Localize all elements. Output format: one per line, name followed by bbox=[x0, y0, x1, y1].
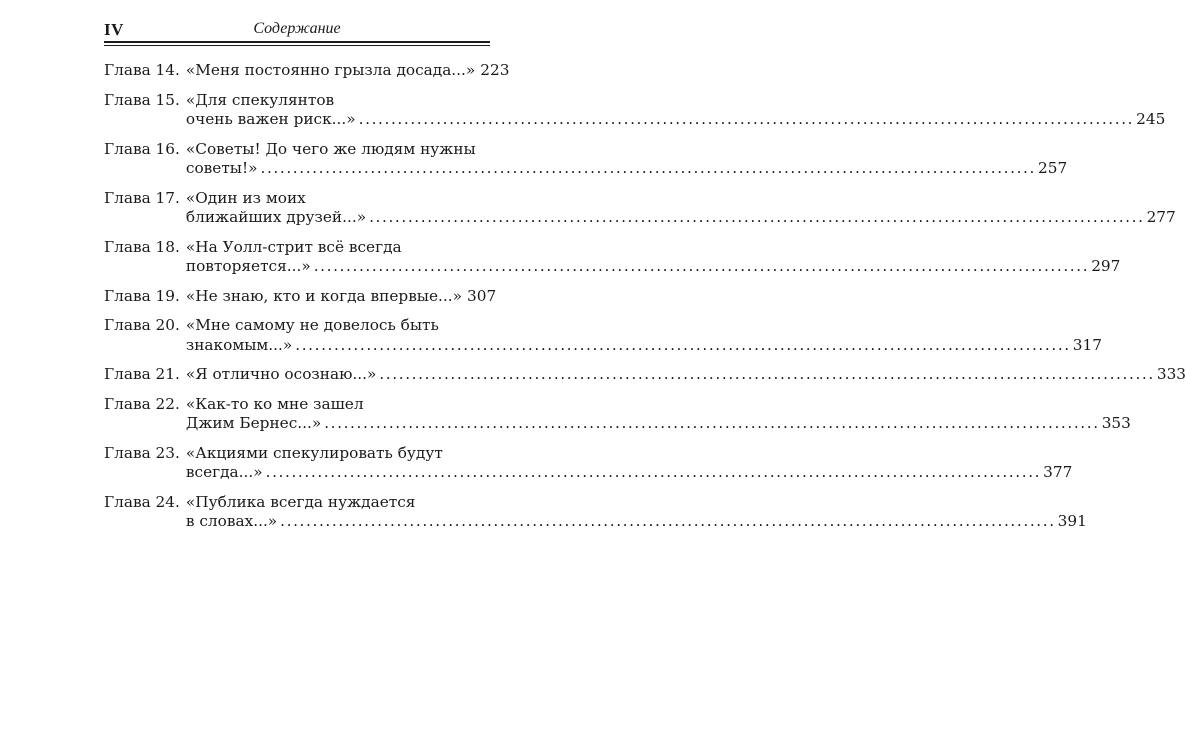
chapter-title-line: «Публика всегда нуждается bbox=[185, 492, 416, 511]
chapter-title bbox=[185, 139, 1068, 179]
toc-entry bbox=[104, 61, 510, 81]
chapter-title-text: очень важен риск...» bbox=[185, 110, 356, 128]
chapter-label: Глава 16. bbox=[104, 139, 180, 158]
toc-entry bbox=[104, 443, 1073, 483]
chapter-title-last-line bbox=[185, 512, 1087, 532]
page-ref: 333 bbox=[1156, 365, 1186, 383]
chapter-label: Глава 22. bbox=[104, 394, 180, 413]
chapter-title-text: знакомым...» bbox=[185, 335, 293, 354]
page-ref: 297 bbox=[1091, 257, 1121, 275]
table-of-contents bbox=[104, 61, 1186, 542]
chapter-title-last-line bbox=[185, 286, 497, 307]
chapter-title bbox=[185, 237, 1121, 277]
chapter-title bbox=[185, 188, 1176, 228]
chapter-label: Глава 18. bbox=[104, 237, 180, 256]
chapter-title bbox=[185, 394, 1131, 434]
page-ref: 377 bbox=[1043, 463, 1073, 481]
chapter-title-line: «Акциями спекулировать будут bbox=[185, 443, 443, 462]
chapter-title-last-line bbox=[185, 110, 1166, 130]
chapter-title-text: «Я отлично осознаю...» bbox=[185, 365, 377, 383]
chapter-label: Глава 24. bbox=[104, 492, 180, 511]
chapter-title-last-line bbox=[185, 463, 1073, 483]
chapter-title bbox=[185, 90, 1166, 130]
chapter-title-text: в словах...» bbox=[185, 512, 278, 530]
page-ref: 317 bbox=[1072, 335, 1102, 354]
dot-leader: ........................................................................................................................ bbox=[280, 512, 1056, 530]
dot-leader: ........................................................................................................................ bbox=[313, 257, 1090, 275]
page-ref: 391 bbox=[1057, 512, 1087, 530]
dot-leader: ........................................................................................................................ bbox=[369, 208, 1145, 226]
chapter-title-line: «Мне самому не довелось быть bbox=[185, 316, 439, 334]
chapter-title bbox=[185, 365, 1186, 385]
running-header bbox=[104, 20, 490, 42]
chapter-title-text: ближайших друзей...» bbox=[185, 208, 367, 226]
chapter-label: Глава 23. bbox=[104, 443, 180, 462]
dot-leader: ........................................................................................................................ bbox=[358, 110, 1135, 128]
chapter-title-line: «Для спекулянтов bbox=[185, 90, 335, 109]
header-rule-thin bbox=[104, 45, 490, 46]
chapter-title-last-line bbox=[185, 414, 1131, 434]
chapter-title-text: «Меня постоянно грызла досада...» bbox=[185, 61, 476, 79]
chapter-title-last-line bbox=[185, 61, 510, 81]
page-ref: 307 bbox=[466, 286, 497, 305]
toc-entry bbox=[104, 90, 1166, 130]
toc-entry bbox=[104, 237, 1121, 277]
page-ref: 257 bbox=[1037, 159, 1068, 177]
chapter-title bbox=[185, 492, 1087, 532]
chapter-title bbox=[185, 316, 1102, 355]
page-ref: 353 bbox=[1101, 414, 1131, 432]
header-rule-thick bbox=[104, 41, 490, 43]
chapter-title-text: всегда...» bbox=[185, 463, 263, 481]
chapter-title-last-line bbox=[185, 335, 1102, 356]
page-ref: 245 bbox=[1136, 110, 1166, 128]
chapter-title bbox=[185, 61, 510, 81]
page-ref: 223 bbox=[480, 61, 510, 79]
toc-entry bbox=[104, 492, 1087, 532]
running-title: Содержание bbox=[253, 20, 341, 37]
page-ref: 277 bbox=[1146, 208, 1176, 226]
chapter-label: Глава 20. bbox=[104, 316, 180, 334]
chapter-label: Глава 14. bbox=[104, 61, 180, 79]
toc-entry bbox=[104, 365, 1186, 385]
chapter-title-text: советы!» bbox=[185, 159, 258, 177]
dot-leader: ........................................................................................................................ bbox=[260, 159, 1036, 177]
chapter-title bbox=[185, 286, 497, 307]
chapter-title-last-line bbox=[185, 365, 1186, 385]
chapter-title-last-line bbox=[185, 208, 1176, 228]
chapter-title-text: «Не знаю, кто и когда впервые...» bbox=[185, 286, 462, 305]
chapter-label: Глава 17. bbox=[104, 188, 180, 207]
chapter-title bbox=[185, 443, 1073, 483]
chapter-title-text: повторяется...» bbox=[185, 257, 311, 275]
chapter-title-text: Джим Бернес...» bbox=[185, 414, 322, 432]
toc-entry bbox=[104, 188, 1176, 228]
dot-leader: ........................................................................................................................ bbox=[324, 414, 1100, 432]
chapter-title-last-line bbox=[185, 159, 1068, 179]
chapter-label: Глава 21. bbox=[104, 365, 180, 383]
page-number: IV bbox=[104, 20, 124, 39]
toc-entry bbox=[104, 394, 1131, 434]
dot-leader: ........................................................................................................................ bbox=[295, 335, 1071, 354]
toc-entry bbox=[104, 286, 497, 307]
toc-entry bbox=[104, 139, 1068, 179]
dot-leader: ........................................................................................................................ bbox=[265, 463, 1042, 481]
chapter-title-line: «Как-то ко мне зашел bbox=[185, 394, 364, 413]
chapter-title-line: «На Уолл-стрит всё всегда bbox=[185, 237, 402, 256]
chapter-title-line: «Один из моих bbox=[185, 188, 306, 207]
chapter-title-line: «Советы! До чего же людям нужны bbox=[185, 139, 476, 158]
chapter-label: Глава 19. bbox=[104, 286, 180, 305]
chapter-title-last-line bbox=[185, 257, 1121, 277]
chapter-label: Глава 15. bbox=[104, 90, 180, 109]
dot-leader: ........................................................................................................................ bbox=[379, 365, 1155, 383]
toc-entry bbox=[104, 316, 1102, 355]
